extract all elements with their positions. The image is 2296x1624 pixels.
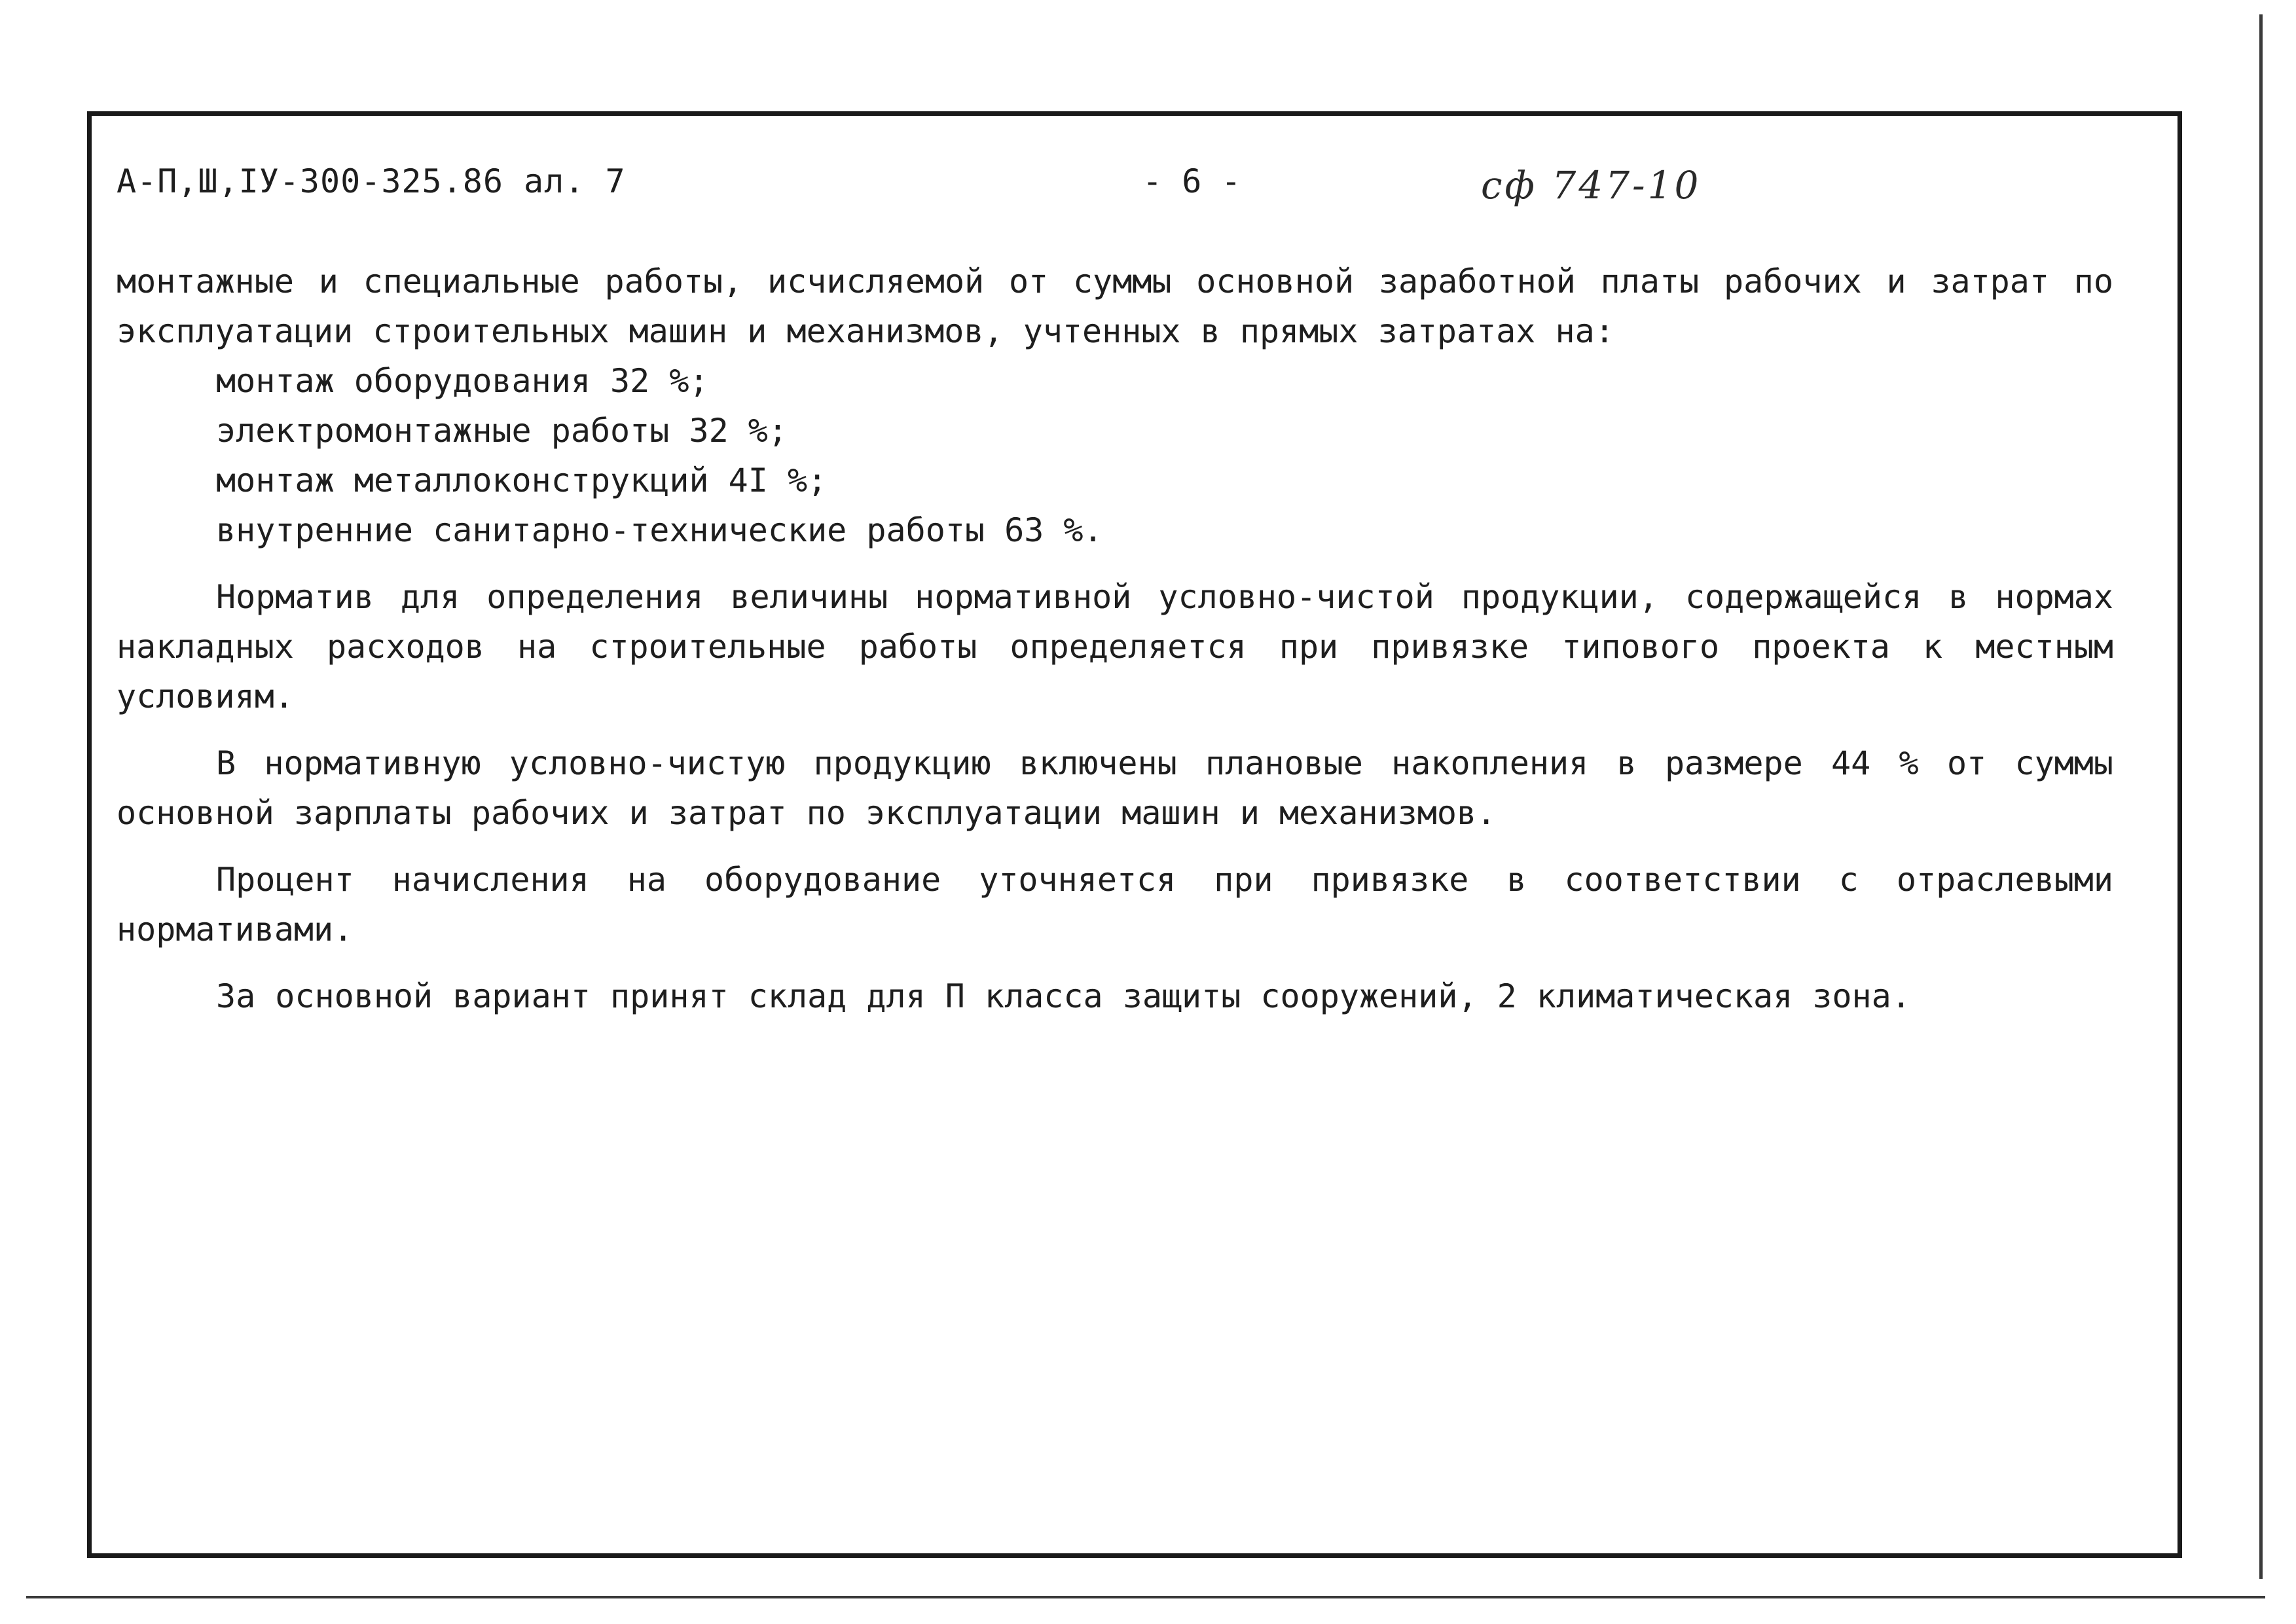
page-header: [0, 158, 2296, 208]
paragraph-base-variant: За основной вариант принят склад для П класса защиты сооружений, 2 климатическая зона.: [216, 977, 1911, 1015]
paragraph-continuation: монтажные и специальные работы, исчисляемой от суммы основной заработной платы рабочих и затрат по эксплуатации строительных машин и механизмов, учтенных в прямых затратах на:: [117, 262, 2113, 350]
paragraph-norm: Норматив для определения величины нормативной условно-чистой продукции, содержащейся в нормах накладных расходов на строительные работы определяется при привязке типового проекта к местным условиям.: [117, 578, 2113, 715]
handwritten-stamp: сф 747-10: [1481, 163, 1702, 208]
scan-edge-bottom: [26, 1596, 2265, 1598]
page-number: - 6 -: [1142, 162, 1241, 200]
paragraph-accumulation: В нормативную условно-чистую продукцию включены плановые накопления в размере 44 % от суммы основной зарплаты рабочих и затрат по эксплуатации машин и механизмов.: [117, 744, 2113, 832]
list-item: электромонтажные работы 32 %;: [216, 412, 788, 450]
list-item: монтаж оборудования 32 %;: [216, 362, 709, 400]
paragraph-equipment: Процент начисления на оборудование уточняется при привязке в соответствии с отраслевыми нормативами.: [117, 861, 2113, 948]
document-body: [117, 257, 2113, 1021]
list-item: внутренние санитарно-технические работы 63 %.: [216, 511, 1103, 549]
scan-edge-right: [2259, 14, 2263, 1579]
list-item: монтаж металлоконструкций 4I %;: [216, 461, 828, 499]
document-code: А-П,Ш,IУ-300-325.86 ал. 7: [117, 162, 626, 200]
